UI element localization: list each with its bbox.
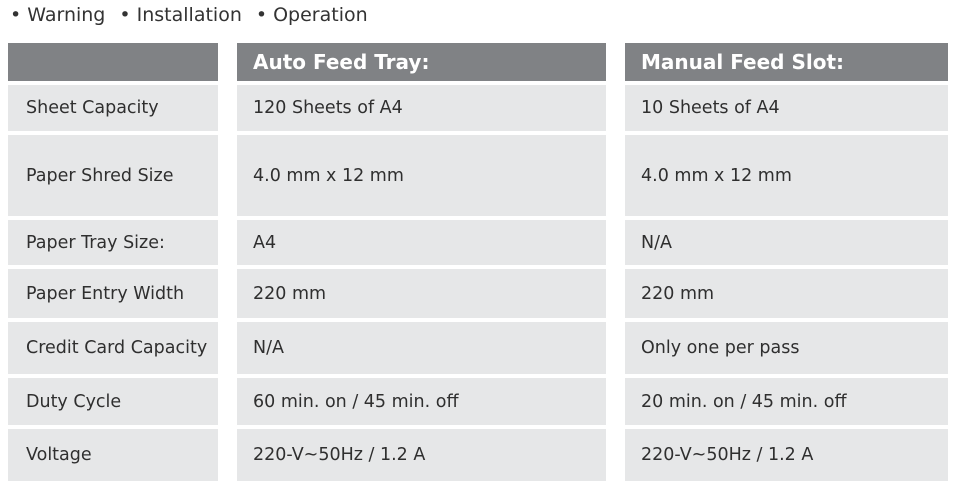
nav-installation[interactable]: • Installation bbox=[119, 4, 242, 26]
nav-operation[interactable]: • Operation bbox=[255, 4, 368, 26]
section-nav bbox=[10, 4, 368, 26]
spec-label: Paper Tray Size: bbox=[8, 220, 218, 265]
spec-value: 220 mm bbox=[625, 269, 948, 318]
spec-label: Credit Card Capacity bbox=[8, 322, 218, 374]
header-auto-feed: Auto Feed Tray: bbox=[237, 43, 606, 81]
spec-value: 4.0 mm x 12 mm bbox=[237, 135, 606, 216]
spec-value: 4.0 mm x 12 mm bbox=[625, 135, 948, 216]
spec-value: 120 Sheets of A4 bbox=[237, 85, 606, 131]
spec-value: 20 min. on / 45 min. off bbox=[625, 378, 948, 425]
header-blank bbox=[8, 43, 218, 81]
spec-value: 220-V~50Hz / 1.2 A bbox=[625, 429, 948, 481]
spec-label: Sheet Capacity bbox=[8, 85, 218, 131]
spec-value: A4 bbox=[237, 220, 606, 265]
header-manual-feed: Manual Feed Slot: bbox=[625, 43, 948, 81]
spec-value: 220 mm bbox=[237, 269, 606, 318]
spec-label: Voltage bbox=[8, 429, 218, 481]
nav-warning[interactable]: • Warning bbox=[10, 4, 106, 26]
spec-label: Paper Shred Size bbox=[8, 135, 218, 216]
spec-label: Paper Entry Width bbox=[8, 269, 218, 318]
spec-value: 220-V~50Hz / 1.2 A bbox=[237, 429, 606, 481]
spec-value: N/A bbox=[237, 322, 606, 374]
spec-value: 10 Sheets of A4 bbox=[625, 85, 948, 131]
spec-value: N/A bbox=[625, 220, 948, 265]
spec-value: Only one per pass bbox=[625, 322, 948, 374]
spec-label: Duty Cycle bbox=[8, 378, 218, 425]
spec-value: 60 min. on / 45 min. off bbox=[237, 378, 606, 425]
